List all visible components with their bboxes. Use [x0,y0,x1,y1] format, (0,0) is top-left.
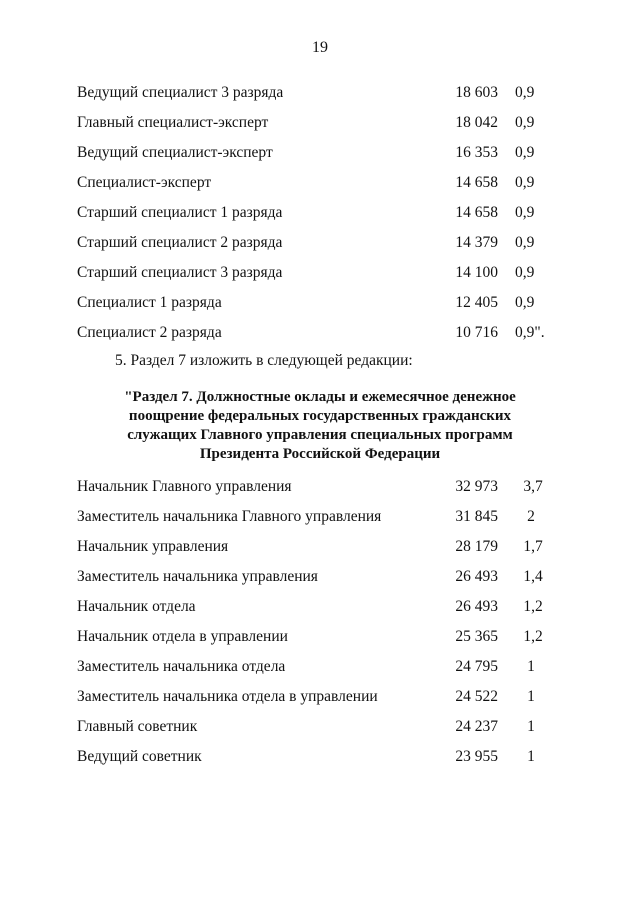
section-title-line: поощрение федеральных государственных гражданских [128,408,512,424]
position-name: Старший специалист 3 разряда [77,264,283,281]
amendment-paragraph: 5. Раздел 7 изложить в следующей редакции: [115,352,413,369]
coefficient-value: 0,9 [515,144,535,161]
salary-value: 14 100 [455,264,498,281]
table-row [77,477,557,497]
table-row [77,657,557,677]
coefficient-value: 0,9 [515,174,535,191]
table-row [77,83,557,103]
salary-value: 26 493 [455,568,498,585]
salary-value: 24 522 [455,688,498,705]
section-title [60,388,580,464]
position-name: Специалист-эксперт [77,174,212,191]
table-row [77,263,557,283]
position-name: Заместитель начальника управления [77,568,318,585]
salary-value: 12 405 [455,294,498,311]
coefficient-value: 1,4 [523,568,543,585]
salary-value: 25 365 [455,628,498,645]
position-name: Главный советник [77,718,198,735]
position-name: Начальник Главного управления [77,478,292,495]
table-row [77,143,557,163]
table-row [77,687,557,707]
salary-value: 14 379 [455,234,498,251]
position-name: Заместитель начальника отдела [77,658,286,675]
position-name: Старший специалист 2 разряда [77,234,283,251]
salary-value: 18 603 [455,84,498,101]
coefficient-value: 1 [527,748,535,765]
salary-value: 14 658 [455,174,498,191]
table-row [77,597,557,617]
salary-value: 18 042 [455,114,498,131]
table-row [77,233,557,253]
table-row [77,747,557,767]
position-name: Заместитель начальника Главного управления [77,508,382,525]
table-row [77,293,557,313]
salary-value: 24 237 [455,718,498,735]
coefficient-value: 2 [527,508,535,525]
table-row [77,173,557,193]
table-row [77,717,557,737]
salary-value: 14 658 [455,204,498,221]
coefficient-value: 0,9 [515,114,535,131]
salary-value: 23 955 [455,748,498,765]
coefficient-value: 0,9 [515,84,535,101]
coefficient-value: 3,7 [523,478,543,495]
position-name: Ведущий специалист-эксперт [77,144,273,161]
position-name: Главный специалист-эксперт [77,114,269,131]
table-row [77,537,557,557]
table-row [77,203,557,223]
position-name: Ведущий специалист 3 разряда [77,84,284,101]
coefficient-value: 1 [527,658,535,675]
coefficient-value: 1,2 [523,598,543,615]
salary-value: 28 179 [455,538,498,555]
coefficient-value: 1 [527,688,535,705]
coefficient-value: 1,7 [523,538,543,555]
salary-value: 24 795 [455,658,498,675]
coefficient-value: 1,2 [523,628,543,645]
position-name: Специалист 1 разряда [77,294,222,311]
coefficient-value: 0,9". [515,324,545,341]
position-name: Заместитель начальника отдела в управлении [77,688,378,705]
section-title-line: "Раздел 7. Должностные оклады и ежемесячное денежное [124,389,516,405]
position-name: Начальник отдела [77,598,196,615]
table-row [77,113,557,133]
table-row [77,323,557,343]
coefficient-value: 0,9 [515,294,535,311]
table-row [77,507,557,527]
position-name: Начальник отдела в управлении [77,628,288,645]
coefficient-value: 0,9 [515,204,535,221]
section-title-line: Президента Российской Федерации [199,446,441,462]
salary-value: 10 716 [455,324,498,341]
table-row [77,627,557,647]
coefficient-value: 1 [527,718,535,735]
position-name: Специалист 2 разряда [77,324,222,341]
table-row [77,567,557,587]
position-name: Начальник управления [77,538,229,555]
page-number: 19 [312,39,328,56]
coefficient-value: 0,9 [515,264,535,281]
coefficient-value: 0,9 [515,234,535,251]
salary-value: 26 493 [455,598,498,615]
position-name: Ведущий советник [77,748,202,765]
salary-value: 31 845 [455,508,498,525]
salary-value: 16 353 [455,144,498,161]
salary-value: 32 973 [455,478,498,495]
position-name: Старший специалист 1 разряда [77,204,283,221]
section-title-line: служащих Главного управления специальных программ [127,427,513,443]
